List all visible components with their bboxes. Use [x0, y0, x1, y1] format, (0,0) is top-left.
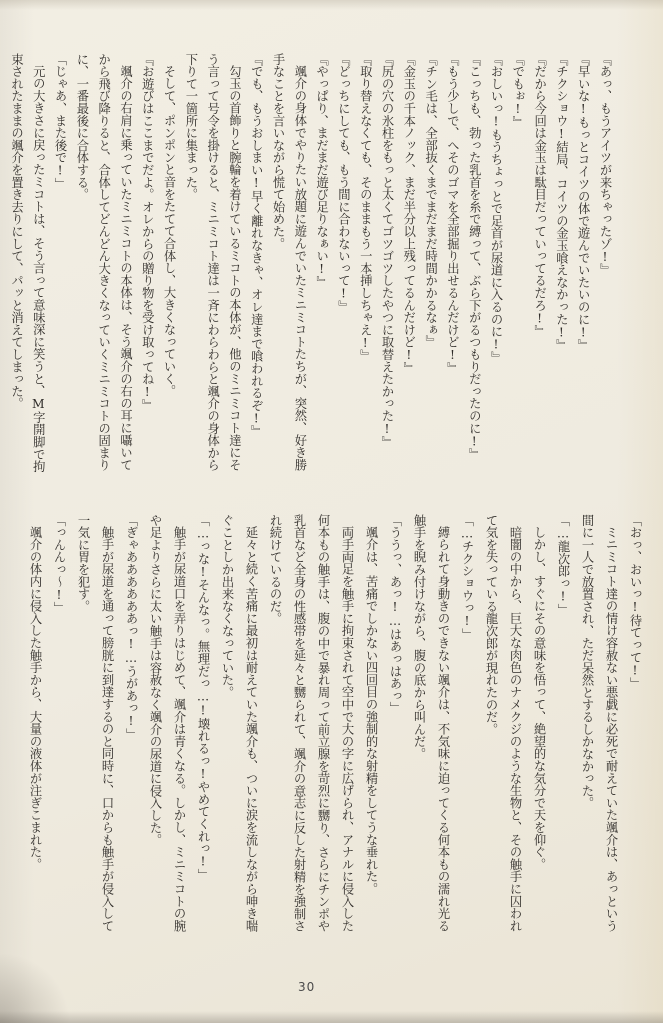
text-column: て気を失っている龍次郎が現れたのだ。	[484, 514, 498, 736]
text-column: 元の大きさに戻ったミコトは、そう言って意味深に笑うと、M字開脚で拘	[31, 65, 46, 473]
text-column: 触手が尿道を通って膀胱に到達するのと同時に、口からも触手が侵入して	[100, 526, 114, 933]
text-column: 『取り替えなくても、そのままもう一本挿しちゃえ!』	[358, 53, 373, 363]
text-column: 『あっ、もうアイツが来ちゃったゾ!』	[598, 53, 612, 277]
text-column: 『どっちにしても、もう間に合わないって!』	[336, 53, 351, 313]
page-number: 30	[298, 980, 316, 994]
text-column: 『だから今回は金玉は駄目だっていってるだろ!』	[532, 53, 547, 338]
text-column: 手なことを言いながら慌て始めた。	[271, 53, 286, 250]
text-block-bottom	[23, 514, 647, 940]
text-column: 「おっ、おいっ!待てって!」	[628, 514, 642, 690]
text-column: 『お遊びはここまでだよ。オレからの贈り物を受け取ってね!』	[140, 53, 155, 412]
text-column: 「ううっ、あっ!…はあっはあっ」	[388, 514, 402, 715]
text-column: 颯介の身体でやりたい放題に遊んでいたミニミコトたちが、突然、好き勝	[292, 65, 307, 472]
text-column: 『おしいっ!もうちょっとで足首が尿道に入るのに!』	[489, 53, 504, 364]
text-block-top	[5, 53, 615, 473]
text-column: 『尻の穴の氷柱をもっと太くてゴツゴツしたやつに取替えたかった!』	[380, 53, 395, 449]
text-column: う言って号令を掛けると、ミニミコト達は一斉にわらわらと颯介の身体から	[205, 53, 220, 472]
text-column: 束されたままの颯介を置き去りにして、パッと消えてしまった。	[9, 53, 24, 410]
text-column: れ続けているのだ。	[268, 514, 282, 625]
text-column: 「…チクショウっ!」	[460, 514, 474, 641]
text-column: 触手が尿道口を弄りはじめて、颯介は青くなる。しかし、ミニミコトの腕	[172, 526, 186, 933]
text-column: 暗闇の中から、巨大な肉色のナメクジのような生物と、その触手に囚われ	[508, 526, 522, 933]
text-column: から飛び降りると、合体してどんどん大きくなっていくミニミコトの固まり	[96, 53, 111, 472]
text-column: 『でも、もうおしまい!早く離れなきゃ、オレ達まで喰われるぞ!』	[249, 53, 264, 438]
text-column: そして、ポンポンと音をたてて合体し、大きくなっていく。	[162, 65, 177, 398]
text-column: 縛られて身動きのできない颯介は、不気味に迫ってくる何本もの濡れ光る	[436, 526, 450, 933]
text-column: 勾玉の首飾りと腕輪を着けているミコトの本体が、他のミニミコト達にそ	[227, 65, 242, 472]
text-column: 「…龍次郎っ!」	[556, 514, 570, 616]
text-column: 触手を睨み付けながら、腹の底から叫んだ。	[412, 514, 426, 760]
text-column: 一気に胃を犯す。	[76, 514, 90, 613]
text-column: 『チクショウ!結局、コイツの金玉喰えなかった!』	[554, 53, 569, 352]
text-column: 『やっぱり、まだまだ遊び足りなぁい!』	[314, 53, 329, 289]
text-column: 「っんんっ〜!」	[52, 514, 66, 615]
text-column: 「ぎゃああああああっ!…うがあっ!」	[124, 514, 138, 741]
text-column: 乳首など全身の性感帯を延々と嬲られて、颯介の意志に反した射精を強制さ	[292, 514, 306, 933]
text-column: や足よりさらに太い触手は容赦なく颯介の尿道に侵入した。	[148, 514, 162, 847]
text-column: 「…っな!そんなっ。無理だっ…!壊れるっ!やめてくれっ!」	[196, 514, 210, 881]
text-column: 『早いな!もっとコイツの体で遊んでいたいのに!』	[576, 53, 591, 352]
text-column: 『チン毛は、全部抜くまでまだまだ時間かかるなぁ』	[423, 53, 438, 349]
text-column: 両手両足を触手に拘束されて空中で大の字に広げられ、アナルに侵入した	[340, 526, 354, 933]
text-column: ぐことしか出来なくなっていた。	[220, 514, 234, 699]
text-column: 下りて一箇所に集まった。	[183, 53, 198, 201]
text-column: しかし、すぐにその意味を悟って、絶望的な気分で天を仰ぐ。	[532, 526, 546, 871]
text-column: 何本もの触手は、腹の中で暴れ周って前立腺を苛烈に嬲り、さらにチンポや	[316, 514, 330, 933]
text-column: 『こっちも、勃った乳首を糸で縛って、ぶら下がるつもりだったのに!』	[467, 53, 482, 461]
text-column: に、一番最後に合体する。	[74, 53, 89, 201]
text-column: 延々と続く苦痛に最初は耐えていた颯介も、ついに涙を流しながら呻き喘	[244, 526, 258, 933]
text-column: 颯介は、苦痛でしかない四回目の強制的な射精をしてうな垂れた。	[364, 526, 378, 896]
text-column: 颯介の右肩に乗っていたミニミコトの本体は、そう颯介の右の耳に囁いて	[118, 65, 133, 472]
text-column: 「じゃあ、また後で!」	[53, 53, 68, 190]
text-column: 間に一人で放置され、ただ呆然とするしかなかった。	[580, 514, 594, 810]
text-column: 『金玉の千本ノック、まだ半分以上残ってるんだけど!』	[401, 53, 416, 375]
text-column: ミニミコト達の情け容赦ない悪戯に必死で耐えていた颯介は、あっという	[604, 526, 618, 933]
text-column: 『もう少しで、へそのゴマを全部掘り出せるんだけど!』	[445, 53, 460, 375]
text-column: 『でもぉ!』	[510, 53, 525, 129]
text-column: 颯介の体内に侵入した触手から、大量の液体が注ぎこまれた。	[28, 526, 42, 871]
